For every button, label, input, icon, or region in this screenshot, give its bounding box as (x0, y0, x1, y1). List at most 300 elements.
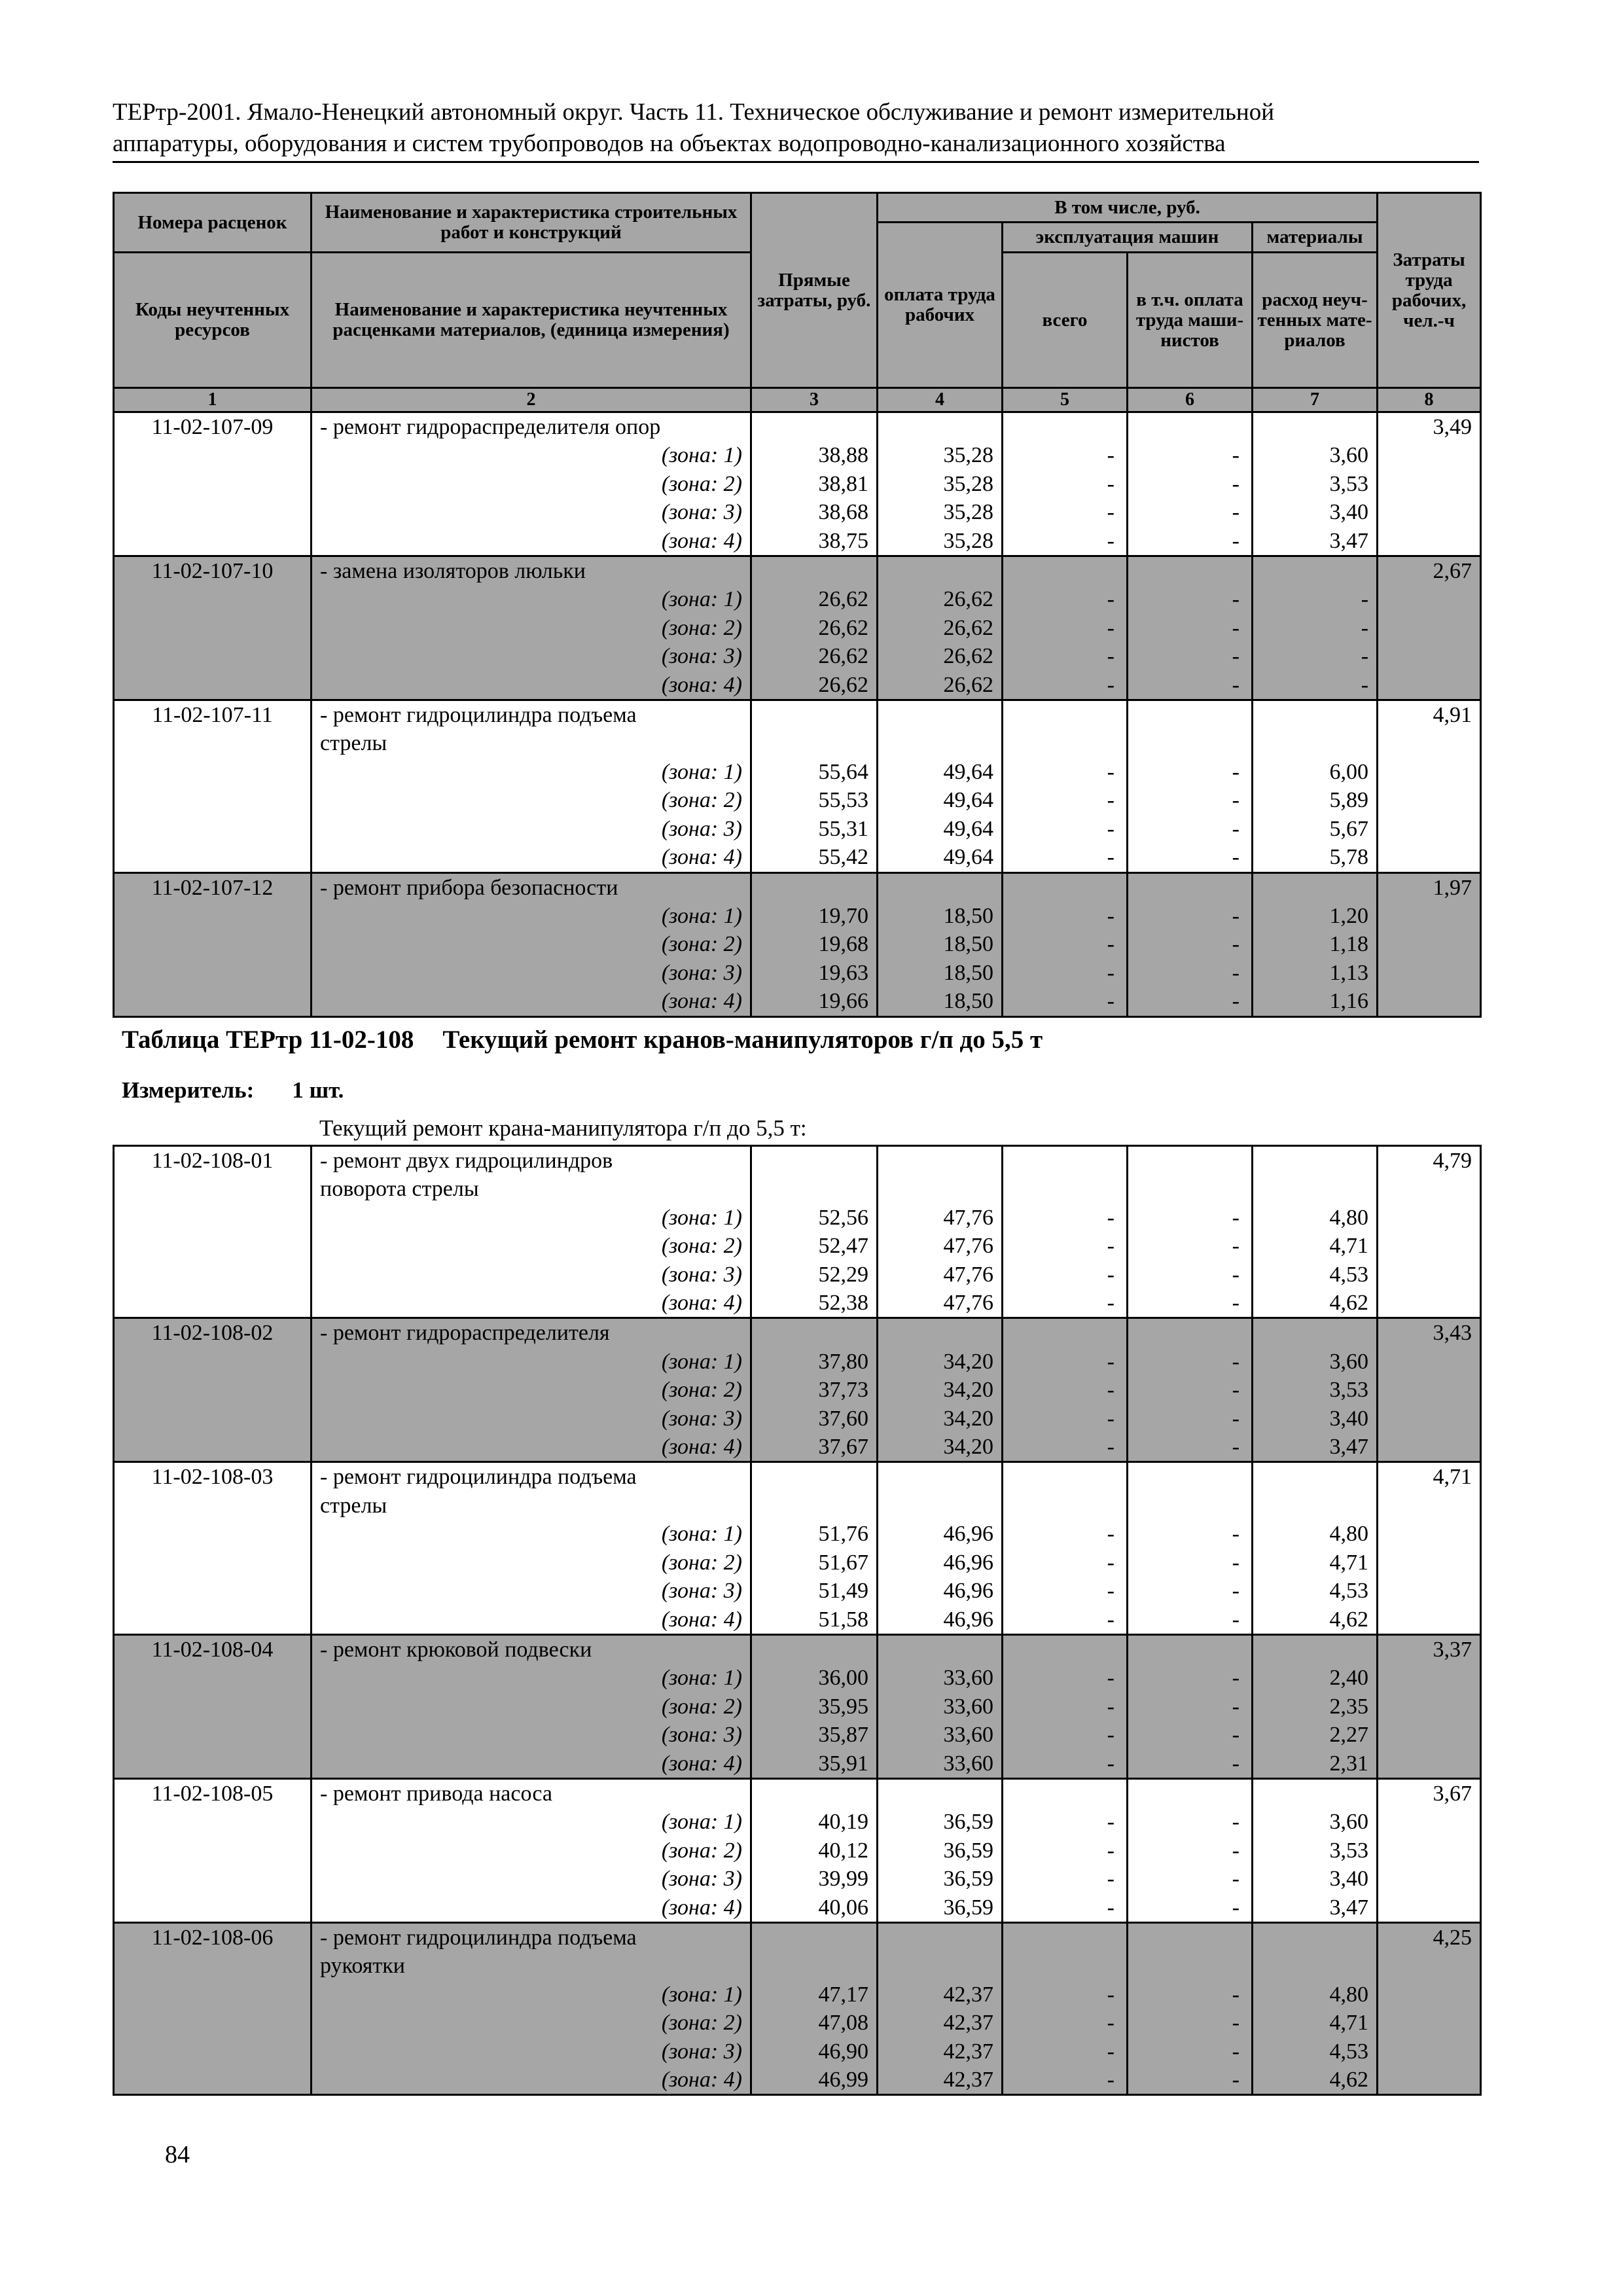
work-name: стрелы (312, 729, 751, 757)
empty-cell (114, 614, 312, 642)
empty-cell (1128, 1952, 1253, 1980)
machines-total: - (1003, 1348, 1128, 1376)
zone-row (114, 498, 1481, 526)
empty-cell (114, 1981, 312, 2009)
machinist-pay: - (1128, 1204, 1253, 1232)
rate-header-row (114, 1952, 1481, 1980)
material-usage: - (1253, 614, 1378, 642)
empty-cell (1378, 1749, 1481, 1779)
empty-cell (1003, 1634, 1128, 1664)
zone-label: (зона: 3) (312, 642, 751, 670)
machinist-pay: - (1128, 671, 1253, 700)
zone-label: (зона: 2) (312, 930, 751, 958)
direct-costs: 46,90 (751, 2037, 878, 2066)
empty-cell (1128, 556, 1253, 586)
material-usage: 1,13 (1253, 959, 1378, 987)
zone-label: (зона: 1) (312, 1520, 751, 1548)
worker-pay: 26,62 (878, 671, 1003, 700)
material-usage: 2,27 (1253, 1721, 1378, 1749)
worker-pay: 34,20 (878, 1433, 1003, 1462)
empty-cell (114, 2037, 312, 2066)
labor-hours: 3,49 (1378, 412, 1481, 442)
rate-header-row (114, 729, 1481, 757)
machinist-pay: - (1128, 1865, 1253, 1893)
zone-row (114, 671, 1481, 700)
machinist-pay: - (1128, 1433, 1253, 1462)
empty-cell (1253, 872, 1378, 902)
zone-label: (зона: 4) (312, 2066, 751, 2095)
empty-cell (1378, 1549, 1481, 1577)
machines-total: - (1003, 585, 1128, 613)
empty-cell (114, 2009, 312, 2037)
machines-total: - (1003, 1520, 1128, 1548)
machines-total: - (1003, 1549, 1128, 1577)
direct-costs: 52,47 (751, 1232, 878, 1260)
machinist-pay: - (1128, 585, 1253, 613)
machines-total: - (1003, 1749, 1128, 1779)
empty-cell (1378, 902, 1481, 930)
work-name: - ремонт крюковой подвески (312, 1634, 751, 1664)
zone-label: (зона: 4) (312, 1433, 751, 1462)
machinist-pay: - (1128, 758, 1253, 786)
machines-total: - (1003, 671, 1128, 700)
col-header-work-name: Наименование и характеристика строительных работ и конструкций (312, 193, 751, 253)
col-header-labor-costs: Затраты труда рабочих, чел.-ч (1378, 193, 1481, 388)
zone-label: (зона: 3) (312, 1865, 751, 1893)
labor-hours (1378, 729, 1481, 757)
empty-cell (1378, 1893, 1481, 1923)
empty-cell (114, 2066, 312, 2095)
zone-row (114, 1605, 1481, 1635)
empty-cell (1003, 412, 1128, 442)
labor-hours: 3,43 (1378, 1318, 1481, 1348)
col-number: 1 (114, 388, 312, 412)
material-usage: 1,18 (1253, 930, 1378, 958)
direct-costs: 19,66 (751, 987, 878, 1016)
table-1-body (114, 412, 1481, 1017)
empty-cell (1253, 556, 1378, 586)
empty-cell (114, 843, 312, 872)
machinist-pay: - (1128, 987, 1253, 1016)
material-usage: 2,35 (1253, 1693, 1378, 1721)
material-usage: 2,31 (1253, 1749, 1378, 1779)
empty-cell (751, 1492, 878, 1520)
empty-cell (751, 1318, 878, 1348)
rate-code: 11-02-107-09 (114, 412, 312, 442)
direct-costs: 39,99 (751, 1865, 878, 1893)
zone-label: (зона: 3) (312, 1261, 751, 1289)
empty-cell (878, 1634, 1003, 1664)
worker-pay: 47,76 (878, 1261, 1003, 1289)
work-name: рукоятки (312, 1952, 751, 1980)
empty-cell (1128, 1146, 1253, 1175)
empty-cell (1253, 1175, 1378, 1203)
zone-row (114, 1693, 1481, 1721)
zone-label: (зона: 1) (312, 1664, 751, 1692)
material-usage: 4,71 (1253, 2009, 1378, 2037)
labor-hours (1378, 1952, 1481, 1980)
zone-row (114, 1549, 1481, 1577)
direct-costs: 26,62 (751, 671, 878, 700)
empty-cell (114, 1520, 312, 1548)
labor-hours: 2,67 (1378, 556, 1481, 586)
empty-cell (114, 441, 312, 469)
material-usage: 4,62 (1253, 1289, 1378, 1318)
direct-costs: 51,76 (751, 1520, 878, 1548)
material-usage: 4,62 (1253, 2066, 1378, 2095)
rate-code (114, 1952, 312, 1980)
machines-total: - (1003, 2037, 1128, 2066)
work-name: - ремонт гидроцилиндра подъема (312, 700, 751, 730)
col-header-rate-numbers: Номера расценок (114, 193, 312, 253)
empty-cell (1378, 1348, 1481, 1376)
machinist-pay: - (1128, 786, 1253, 814)
machinist-pay: - (1128, 1520, 1253, 1548)
zone-row (114, 2009, 1481, 2037)
material-usage: 3,60 (1253, 1348, 1378, 1376)
rates-table-1 (113, 192, 1482, 1018)
empty-cell (751, 1778, 878, 1808)
zone-label: (зона: 4) (312, 1749, 751, 1779)
machines-total: - (1003, 1204, 1128, 1232)
worker-pay: 33,60 (878, 1749, 1003, 1779)
zone-row (114, 441, 1481, 469)
machinist-pay: - (1128, 1289, 1253, 1318)
worker-pay: 46,96 (878, 1605, 1003, 1635)
empty-cell (114, 1577, 312, 1605)
labor-hours: 4,25 (1378, 1922, 1481, 1952)
zone-label: (зона: 4) (312, 843, 751, 872)
machines-total: - (1003, 498, 1128, 526)
rate-header-row (114, 1634, 1481, 1664)
machines-total: - (1003, 1721, 1128, 1749)
direct-costs: 19,63 (751, 959, 878, 987)
empty-cell (114, 671, 312, 700)
machinist-pay: - (1128, 614, 1253, 642)
machines-total: - (1003, 1893, 1128, 1923)
zone-label: (зона: 2) (312, 1837, 751, 1865)
table-2-code: Таблица ТЕРтр 11-02-108 (122, 1026, 414, 1054)
machines-total: - (1003, 2066, 1128, 2095)
empty-cell (114, 1376, 312, 1404)
machines-total: - (1003, 815, 1128, 843)
direct-costs: 55,42 (751, 843, 878, 872)
empty-cell (751, 1634, 878, 1664)
empty-cell (1378, 1433, 1481, 1462)
machinist-pay: - (1128, 843, 1253, 872)
empty-cell (878, 556, 1003, 586)
empty-cell (1378, 815, 1481, 843)
direct-costs: 26,62 (751, 614, 878, 642)
empty-cell (878, 1492, 1003, 1520)
direct-costs: 36,00 (751, 1664, 878, 1692)
zone-label: (зона: 3) (312, 2037, 751, 2066)
empty-cell (114, 1721, 312, 1749)
empty-cell (1378, 1837, 1481, 1865)
material-usage: 3,53 (1253, 1376, 1378, 1404)
zone-label: (зона: 1) (312, 1808, 751, 1836)
direct-costs: 51,49 (751, 1577, 878, 1605)
material-usage: 3,53 (1253, 470, 1378, 498)
material-usage: 5,67 (1253, 815, 1378, 843)
empty-cell (114, 527, 312, 556)
col-number: 7 (1253, 388, 1378, 412)
empty-cell (1253, 729, 1378, 757)
zone-label: (зона: 1) (312, 1981, 751, 2009)
machinist-pay: - (1128, 1808, 1253, 1836)
zone-row (114, 959, 1481, 987)
empty-cell (114, 498, 312, 526)
rate-code: 11-02-107-10 (114, 556, 312, 586)
empty-cell (878, 1318, 1003, 1348)
empty-cell (1128, 1318, 1253, 1348)
rate-header-row (114, 1175, 1481, 1203)
empty-cell (751, 700, 878, 730)
header-line-2: аппаратуры, оборудования и систем трубопроводов на объектах водопроводно-канализационного хозяйства (113, 130, 1226, 157)
empty-cell (1253, 1462, 1378, 1492)
empty-cell (114, 1605, 312, 1635)
material-usage: 4,80 (1253, 1981, 1378, 2009)
empty-cell (1128, 1778, 1253, 1808)
machinist-pay: - (1128, 1605, 1253, 1635)
empty-cell (114, 1433, 312, 1462)
machinist-pay: - (1128, 930, 1253, 958)
material-usage: 5,89 (1253, 786, 1378, 814)
labor-hours (1378, 1492, 1481, 1520)
machines-total: - (1003, 1405, 1128, 1433)
material-usage: 6,00 (1253, 758, 1378, 786)
empty-cell (114, 1808, 312, 1836)
table-2-meter (122, 1077, 344, 1103)
empty-cell (878, 412, 1003, 442)
empty-cell (114, 959, 312, 987)
empty-cell (1378, 527, 1481, 556)
direct-costs: 55,53 (751, 786, 878, 814)
empty-cell (1253, 700, 1378, 730)
empty-cell (1378, 1520, 1481, 1548)
material-usage: 3,53 (1253, 1837, 1378, 1865)
empty-cell (1378, 959, 1481, 987)
machines-total: - (1003, 527, 1128, 556)
meter-value: 1 шт. (292, 1077, 344, 1103)
direct-costs: 51,58 (751, 1605, 878, 1635)
zone-label: (зона: 4) (312, 1893, 751, 1923)
worker-pay: 35,28 (878, 527, 1003, 556)
col-header-including: В том числе, руб. (878, 193, 1378, 223)
worker-pay: 18,50 (878, 902, 1003, 930)
empty-cell (114, 815, 312, 843)
direct-costs: 26,62 (751, 585, 878, 613)
zone-label: (зона: 1) (312, 1348, 751, 1376)
empty-cell (1128, 1922, 1253, 1952)
rate-code (114, 1492, 312, 1520)
zone-row (114, 902, 1481, 930)
material-usage: 4,53 (1253, 1577, 1378, 1605)
zone-label: (зона: 3) (312, 1577, 751, 1605)
empty-cell (1003, 1778, 1128, 1808)
empty-cell (1003, 729, 1128, 757)
zone-row (114, 1261, 1481, 1289)
zone-label: (зона: 2) (312, 1549, 751, 1577)
material-usage: 4,71 (1253, 1232, 1378, 1260)
empty-cell (1378, 758, 1481, 786)
direct-costs: 26,62 (751, 642, 878, 670)
work-name: - ремонт гидроцилиндра подъема (312, 1462, 751, 1492)
empty-cell (114, 1893, 312, 1923)
table-header (114, 193, 1481, 412)
empty-cell (114, 642, 312, 670)
page-number: 84 (165, 2141, 190, 2168)
direct-costs: 35,95 (751, 1693, 878, 1721)
empty-cell (114, 1693, 312, 1721)
empty-cell (878, 1175, 1003, 1203)
empty-cell (751, 872, 878, 902)
work-name: - ремонт привода насоса (312, 1778, 751, 1808)
col-header-materials: материалы (1253, 223, 1378, 253)
worker-pay: 46,96 (878, 1549, 1003, 1577)
machinist-pay: - (1128, 1664, 1253, 1692)
empty-cell (1378, 671, 1481, 700)
worker-pay: 35,28 (878, 470, 1003, 498)
machines-total: - (1003, 1837, 1128, 1865)
worker-pay: 35,28 (878, 498, 1003, 526)
zone-row (114, 527, 1481, 556)
zone-row (114, 1721, 1481, 1749)
empty-cell (1003, 1175, 1128, 1203)
zone-label: (зона: 2) (312, 1232, 751, 1260)
worker-pay: 36,59 (878, 1837, 1003, 1865)
zone-label: (зона: 3) (312, 498, 751, 526)
zone-row (114, 758, 1481, 786)
worker-pay: 26,62 (878, 614, 1003, 642)
empty-cell (1378, 614, 1481, 642)
worker-pay: 49,64 (878, 843, 1003, 872)
direct-costs: 37,80 (751, 1348, 878, 1376)
material-usage: 1,16 (1253, 987, 1378, 1016)
empty-cell (1253, 1922, 1378, 1952)
worker-pay: 49,64 (878, 758, 1003, 786)
machinist-pay: - (1128, 1405, 1253, 1433)
zone-label: (зона: 4) (312, 527, 751, 556)
direct-costs: 46,99 (751, 2066, 878, 2095)
material-usage: 3,47 (1253, 527, 1378, 556)
col-header-resource-codes: Коды неучтенных ресурсов (114, 253, 312, 388)
empty-cell (114, 1749, 312, 1779)
machines-total: - (1003, 843, 1128, 872)
worker-pay: 35,28 (878, 441, 1003, 469)
rate-code: 11-02-107-11 (114, 700, 312, 730)
rate-header-row (114, 412, 1481, 442)
work-name: - ремонт гидроцилиндра подъема (312, 1922, 751, 1952)
empty-cell (114, 786, 312, 814)
empty-cell (1378, 1376, 1481, 1404)
zone-label: (зона: 3) (312, 815, 751, 843)
machinist-pay: - (1128, 1348, 1253, 1376)
empty-cell (1003, 1952, 1128, 1980)
machinist-pay: - (1128, 1893, 1253, 1923)
empty-cell (114, 1405, 312, 1433)
worker-pay: 18,50 (878, 959, 1003, 987)
machinist-pay: - (1128, 2037, 1253, 2066)
zone-row (114, 1204, 1481, 1232)
rate-code: 11-02-108-06 (114, 1922, 312, 1952)
zone-row (114, 1837, 1481, 1865)
col-header-worker-pay: оплата труда рабочих (878, 223, 1003, 388)
machines-total: - (1003, 1289, 1128, 1318)
empty-cell (878, 1952, 1003, 1980)
empty-cell (114, 585, 312, 613)
empty-cell (1378, 1693, 1481, 1721)
zone-row (114, 1664, 1481, 1692)
machines-total: - (1003, 758, 1128, 786)
zone-row (114, 1520, 1481, 1548)
empty-cell (1128, 1462, 1253, 1492)
worker-pay: 47,76 (878, 1289, 1003, 1318)
table-2-name: Текущий ремонт кранов-манипуляторов г/п до 5,5 т (442, 1026, 1043, 1054)
material-usage: 4,80 (1253, 1204, 1378, 1232)
zone-label: (зона: 3) (312, 1405, 751, 1433)
machinist-pay: - (1128, 1549, 1253, 1577)
worker-pay: 34,20 (878, 1348, 1003, 1376)
col-header-direct-costs: Прямые затраты, руб. (751, 193, 878, 388)
direct-costs: 52,38 (751, 1289, 878, 1318)
work-name: - ремонт прибора безопасности (312, 872, 751, 902)
machines-total: - (1003, 786, 1128, 814)
empty-cell (1253, 1634, 1378, 1664)
direct-costs: 52,56 (751, 1204, 878, 1232)
empty-cell (1378, 786, 1481, 814)
machines-total: - (1003, 1865, 1128, 1893)
material-usage: 3,40 (1253, 498, 1378, 526)
work-name: - ремонт двух гидроцилиндров (312, 1146, 751, 1175)
zone-row (114, 2066, 1481, 2095)
machines-total: - (1003, 1605, 1128, 1635)
empty-cell (114, 758, 312, 786)
worker-pay: 47,76 (878, 1232, 1003, 1260)
material-usage: 3,47 (1253, 1893, 1378, 1923)
empty-cell (1003, 1462, 1128, 1492)
material-usage: 3,60 (1253, 441, 1378, 469)
machinist-pay: - (1128, 441, 1253, 469)
empty-cell (114, 470, 312, 498)
zone-label: (зона: 4) (312, 1605, 751, 1635)
rate-code: 11-02-108-01 (114, 1146, 312, 1175)
worker-pay: 42,37 (878, 2009, 1003, 2037)
rate-header-row (114, 1922, 1481, 1952)
zone-row (114, 843, 1481, 872)
empty-cell (1003, 1318, 1128, 1348)
empty-cell (1003, 700, 1128, 730)
empty-cell (1378, 1605, 1481, 1635)
machinist-pay: - (1128, 1749, 1253, 1779)
work-name: - ремонт гидрораспределителя опор (312, 412, 751, 442)
empty-cell (751, 1146, 878, 1175)
machinist-pay: - (1128, 1837, 1253, 1865)
direct-costs: 47,08 (751, 2009, 878, 2037)
material-usage: - (1253, 642, 1378, 670)
direct-costs: 38,68 (751, 498, 878, 526)
direct-costs: 37,67 (751, 1433, 878, 1462)
labor-hours: 1,97 (1378, 872, 1481, 902)
rate-code: 11-02-108-02 (114, 1318, 312, 1348)
worker-pay: 33,60 (878, 1664, 1003, 1692)
zone-row (114, 1232, 1481, 1260)
zone-label: (зона: 2) (312, 614, 751, 642)
machinist-pay: - (1128, 1232, 1253, 1260)
empty-cell (1378, 1664, 1481, 1692)
worker-pay: 47,76 (878, 1204, 1003, 1232)
machinist-pay: - (1128, 1376, 1253, 1404)
